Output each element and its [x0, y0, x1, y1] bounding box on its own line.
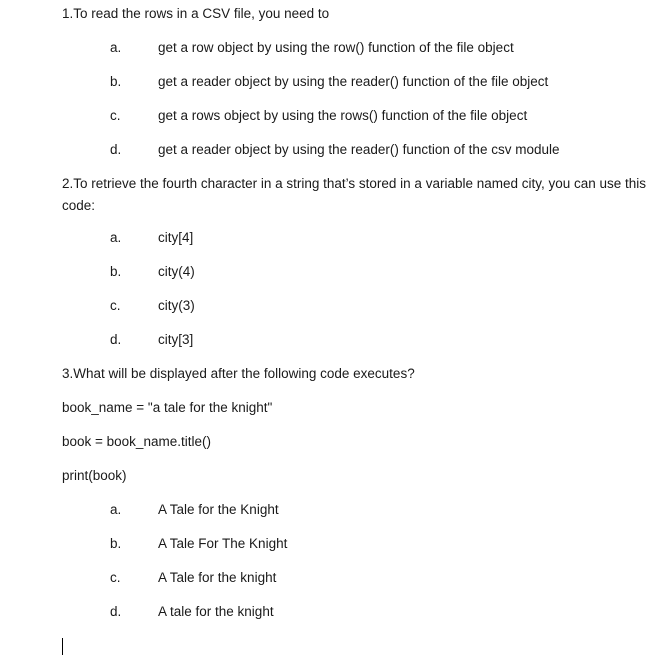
code-line-1: book_name = "a tale for the knight" — [62, 400, 273, 415]
q2-option-c-letter: c. — [110, 298, 121, 313]
q3-option-a-text: A Tale for the Knight — [158, 502, 279, 517]
q1-option-b-text: get a reader object by using the reader() function of the file object — [158, 74, 549, 89]
q3-option-c-letter: c. — [110, 570, 121, 585]
q2-option-a-text: city[4] — [158, 230, 194, 245]
q2-option-b-text: city(4) — [158, 264, 195, 279]
text-cursor[interactable] — [62, 638, 63, 655]
q3-option-d-text: A tale for the knight — [158, 604, 274, 619]
q3-option-b-text: A Tale For The Knight — [158, 536, 288, 551]
q1-option-c-text: get a rows object by using the rows() function of the file object — [158, 108, 528, 123]
q1-option-a-letter: a. — [110, 40, 122, 55]
q3-option-d-letter: d. — [110, 604, 122, 619]
q1-option-b-letter: b. — [110, 74, 122, 89]
q1-option-a-text: get a row object by using the row() function of the file object — [158, 40, 514, 55]
q1-option-d-letter: d. — [110, 142, 122, 157]
q3-option-b-letter: b. — [110, 536, 122, 551]
q3-option-c-text: A Tale for the knight — [158, 570, 277, 585]
q1-option-c-letter: c. — [110, 108, 121, 123]
q2-option-a-letter: a. — [110, 230, 122, 245]
q2-option-b-letter: b. — [110, 264, 122, 279]
q1-option-d-text: get a reader object by using the reader() function of the csv module — [158, 142, 560, 157]
question-1-prompt: 1.To read the rows in a CSV file, you need to — [62, 6, 330, 21]
q3-option-a-letter: a. — [110, 502, 122, 517]
code-line-3: print(book) — [62, 468, 127, 483]
q2-option-d-text: city[3] — [158, 332, 194, 347]
q2-option-c-text: city(3) — [158, 298, 195, 313]
code-line-2: book = book_name.title() — [62, 434, 211, 449]
q2-option-d-letter: d. — [110, 332, 122, 347]
question-2-prompt: 2.To retrieve the fourth character in a string that’s stored in a variable named city, you can use this code: — [62, 176, 647, 213]
question-3-prompt: 3.What will be displayed after the following code executes? — [62, 366, 415, 381]
